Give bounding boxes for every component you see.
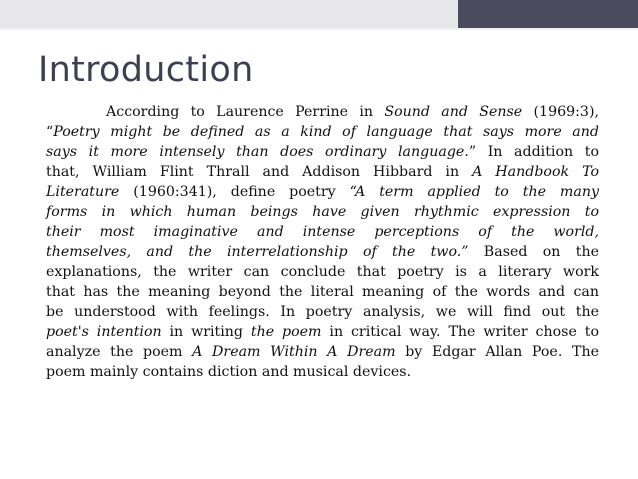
body-line: be understood with feelings. In poetry analysis, we will find out the xyxy=(46,304,599,320)
body-line: poem mainly contains diction and musical devices. xyxy=(46,364,412,380)
body-line: According to Laurence Perrine in Sound and Sense (1969:3), xyxy=(106,104,599,120)
body-line: that has the meaning beyond the literal meaning of the words and can xyxy=(46,284,599,300)
top-bar-divider xyxy=(0,28,638,30)
body-line: their most imaginative and intense perceptions of the world, xyxy=(46,224,599,240)
body-line: themselves, and the interrelationship of the two.” Based on the xyxy=(46,244,599,260)
body-line: poet's intention in writing the poem in critical way. The writer chose to xyxy=(46,324,599,340)
body-line: “Poetry might be defined as a kind of language that says more and xyxy=(46,124,599,140)
slide-body xyxy=(46,102,599,382)
body-line: Literature (1960:341), define poetry “A term applied to the many xyxy=(46,184,599,200)
body-line: that, William Flint Thrall and Addison Hibbard in A Handbook To xyxy=(46,164,599,180)
body-line: analyze the poem A Dream Within A Dream by Edgar Allan Poe. The xyxy=(46,344,599,360)
body-line: says it more intensely than does ordinary language.” In addition to xyxy=(46,144,600,160)
slide-title: Introduction xyxy=(38,50,254,90)
body-line: forms in which human beings have given rhythmic expression to xyxy=(46,204,599,220)
body-line: explanations, the writer can conclude that poetry is a literary work xyxy=(46,264,599,280)
top-bar-accent xyxy=(458,0,638,28)
